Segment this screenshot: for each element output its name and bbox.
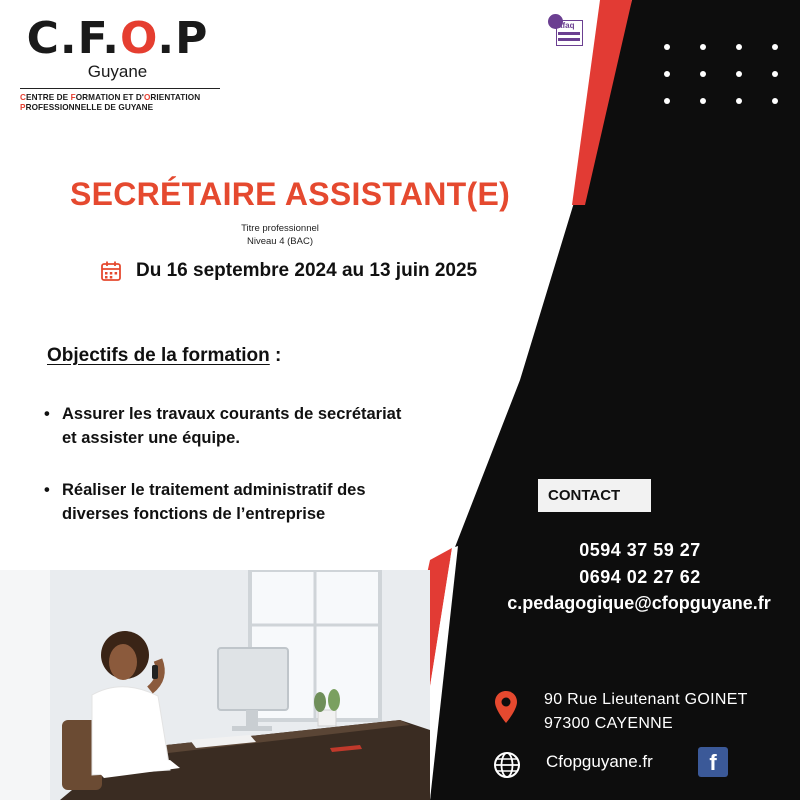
decorative-dots — [664, 44, 784, 124]
page-title: SECRÉTAIRE ASSISTANT(E) — [69, 176, 511, 212]
logo-divider — [20, 88, 220, 89]
list-item: • Réaliser le traitement administratif des diverses fonctions de l’entreprise — [44, 481, 366, 523]
address: 90 Rue Lieutenant GOINET 97300 CAYENNE — [544, 691, 748, 732]
logo-subtitle: Guyane — [87, 62, 148, 81]
office-photo — [0, 570, 430, 800]
phone-number-2[interactable]: 0694 02 27 62 — [579, 567, 701, 587]
certification-level: Titre professionnel Niveau 4 (BAC) — [241, 223, 319, 247]
logo-wordmark: C.F.O.P — [26, 13, 209, 64]
dates-text: Du 16 septembre 2024 au 13 juin 2025 — [136, 260, 478, 281]
website-link[interactable]: Cfopguyane.fr — [546, 752, 653, 771]
afaq-certification-badge: afaq — [548, 14, 584, 48]
email-link[interactable]: c.pedagogique@cfopguyane.fr — [507, 593, 771, 613]
facebook-icon[interactable]: f — [698, 747, 728, 777]
objectives-list — [44, 402, 474, 554]
training-dates — [100, 260, 477, 282]
cfop-logo — [20, 14, 225, 113]
phone-number-1[interactable]: 0594 37 59 27 — [579, 540, 701, 560]
globe-icon — [493, 751, 521, 779]
contact-label: CONTACT — [538, 479, 651, 512]
calendar-icon — [100, 260, 122, 282]
logo-tagline: CENTRE DE FORMATION ET D'ORIENTATION PROFESSIONNELLE DE GUYANE — [20, 93, 201, 112]
list-item: • Assurer les travaux courants de secrétariat et assister une équipe. — [44, 405, 402, 447]
objectives-heading: Objectifs de la formation : — [47, 345, 282, 366]
location-pin-icon — [494, 690, 518, 724]
